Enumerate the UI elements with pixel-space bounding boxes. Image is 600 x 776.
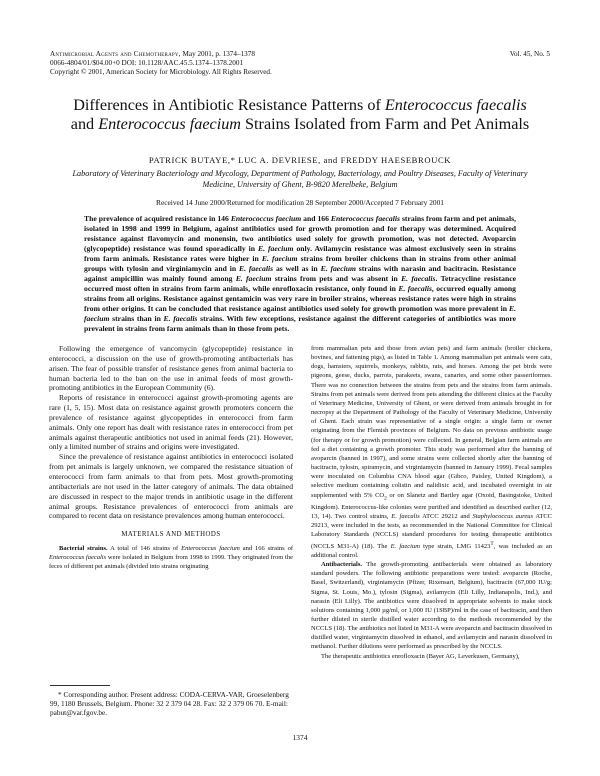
issn-doi: 0066-4804/01/$04.00+0 DOI: 10.1128/AAC.45.5.1374–1378.2001 (50, 59, 244, 68)
copyright: Copyright © 2001, American Society for Microbiology. All Rights Reserved. (50, 68, 272, 77)
subsection-label: Bacterial strains. (59, 545, 108, 553)
footnote-divider (50, 685, 110, 686)
intro-paragraph: Following the emergence of vancomycin (glycopeptide) resistance in enterococci, a discussion on the use of growth-promoting antibacterials has arisen. The fear of possible transfer of resistance genes from animal bacteria to human bacteria led to the ban on the use in animal feeds of most growth-promoting antibiotics in the European Community (6). (49, 344, 293, 393)
right-column (311, 344, 552, 661)
volume-issue: Vol. 45, No. 5 (509, 50, 550, 58)
methods-paragraph (49, 544, 293, 571)
running-header (50, 50, 272, 78)
intro-paragraph: Since the prevalence of resistance against antibiotics in enterococci isolated from pet animals is largely unknown, we compared the resistance situation of enterococci from farm animals to that from pets. Most growth-promoting antibacterials are not used in the latter category of animals. The data obtained are discussed in respect to the major trends in antibiotic usage in the different animal groups. Resistance prevalences of enterococci from animals are compared to recent data on resistance prevalences among human enterococci. (49, 452, 293, 521)
citation: May 2001, p. 1374–1378 (182, 50, 255, 58)
subsection-text: The growth-promoting antibacterials were obtained as laboratory standard powders. The following antibiotic preparations were tested: avoparcin (Roche, Basel, Switzerland), virginiamycin (Pfizer, Rixensart, Belgium), bacitracin (67,000 IU/g; Sigma, St. Louis, Mo.), tylosin (Sigma), avilamycin (Eli Lilly, Indianapolis, Ind.), and narasin (Eli Lilly). The antibiotics were dissolved in appropriate solvents to make stock solutions containing 1,000 µg/ml, or 1,000 IU (1SBP)/ml in the case of bacitracin, and then further diluted in sterile distilled water according to the methods recommended by the NCCLS (18). The antibiotics not listed in M31-A were avoparcin and bacitracin dissolved in distilled water, virginiamycin dissolved in ethanol, and avilamycin and narasin dissolved in methanol. Further dilutions were performed as prescribed by the NCCLS. (311, 561, 552, 651)
methods-paragraph (311, 560, 552, 652)
page-number: 1374 (292, 733, 308, 742)
footnote-text: * Corresponding author. Present address: CODA-CERVA-VAR, Groeselenberg 99, 1180 Brussels, Belgium. Phone: 32 2 379 04 28. Fax: 32 2 379 06 70. E-mail: pabut@var.fgov.be. (50, 690, 289, 718)
methods-paragraph: from mammalian pets and those from avian pets) and farm animals (broiler chickens, bovines, and fattening pigs), as listed in Table 1. Among mammalian pet animals were cats, dogs, hamsters, squirrels, monkeys, rabbits, rats, and horses. Among the pet birds were pigeons, geese, ducks, parrots, parakeets, swans, canaries, and some other passeriformes. There was no connection between the strains from pets and the strains from farm animals. Strains from pet animals were derived from pets attending the different clinics at the Faculty of Veterinary Medicine, University of Ghent, or were derived from animals brought in for necropsy at the Department of Pathology of the Faculty of Veterinary Medicine, University of Ghent. Each strain was representative of a single origin: a single farm or owner originating from the Flemish provinces of Belgium. No data on previous antibiotic usage (for therapy or for growth promotion) were collected. In general, Belgian farm animals are fed a diet containing a growth promoter. This study was performed after the banning of avoparcin (banned in 1997), and some strains were collected shortly after the banning of bacitracin, tylosin, spiramycin, and virginiamycin (banned in January 1999). Fecal samples were inoculated on Columbia CNA blood agar (Gibco, Paisley, United Kingdom), a selective medium containing colistin and nalidixic acid, and incubated overnight in air supplemented with 5% $CO_2$ or on Slanetz and Bartley agar (Oxoid, Basingstoke, United Kingdom). Enterococcus-like colonies were purified and identified as described earlier (12, 13, 14). Two control strains, E. faecalis ATCC 29212 and Staphylococcus aureus ATCC 29213, were included in the tests, as recommended in the National Committee for Clinical Laboratory Standards (NCCLS) standard procedures for testing therapeutic antibiotics (NCCLS M31-A) (18). The E. faecium type strain, LMG $11423^T$, was included as an additional control. (311, 345, 552, 559)
footnote (50, 690, 293, 718)
intro-paragraph: Reports of resistance in enterococci against growth-promoting agents are rare (1, 5, 15). Most data on resistance against growth promoters concern the prevalence of resistance against glycopeptides in enterococci from farm animals. Only one report has dealt with resistance rates in enterococci from pet animals against therapeutic antibiotics not used in animal feeds (21). However, only a limited number of strains and origins were investigated. (49, 393, 293, 452)
subsection-label: Antibacterials. (321, 561, 362, 569)
authors: PATRICK BUTAYE,* LUC A. DEVRIESE, and FREDDY HAESEBROUCK (148, 155, 452, 165)
subsection-text: A total of 146 strains of Enterococcus faecium and 166 strains of Enterococcus faecalis were isolated in Belgium from 1998 to 1999. They originated from the feces of different pet animals (divided into strains originating (49, 545, 293, 571)
section-heading: MATERIALS AND METHODS (121, 531, 221, 539)
left-column (49, 344, 293, 571)
abstract: The prevalence of acquired resistance in 146 Enterococcus faecium and 166 Enterococcus faecalis strains from farm and pet animals, isolated in 1998 and 1999 in Belgium, against antibiotics used for growth promotion and for therapy was determined. Acquired resistance against flavomycin and monensin, two antibiotics used solely for growth promotion, was not detected. Avoparcin (glycopeptide) resistance was found sporadically in E. faecium only. Avilamycin resistance was almost exclusively seen in strains from farm animals. Resistance rates were higher in E. faecium strains from broiler chickens than in strains from other animal groups with tylosin and virginiamycin and in E. faecalis as well as in E. faecium strains with narasin and bacitracin. Resistance against ampicillin was mainly found among E. faecium strains from pets and was absent in E. faecalis. Tetracycline resistance occurred most often in strains from farm animals, while enrofloxacin resistance, only found in E. faecalis, occurred equally among strains from all origins. Resistance against gentamicin was very rare in broiler strains, whereas resistance rates were high in strains from other origins. It can be concluded that resistance against antibiotics used solely for growth promotion was more prevalent in E. faecium strains than in E. faecalis strains. With few exceptions, resistance against the different categories of antibiotics was more prevalent in strains from farm animals than in those from pets. (84, 214, 516, 333)
received-dates: Received 14 June 2000/Returned for modification 28 September 2000/Accepted 7 February 2001 (156, 198, 444, 207)
article-title: Differences in Antibiotic Resistance Patterns of Enterococcus faecalis and Enterococcus faecium Strains Isolated from Farm and Pet Animals (70, 96, 530, 133)
journal-name: Antimicrobial Agents and Chemotherapy, (50, 50, 181, 58)
methods-paragraph: The therapeutic antibiotics enrofloxacin (Bayer AG, Leverkusen, Germany), (321, 652, 520, 660)
affiliation: Laboratory of Veterinary Bacteriology and Mycology, Department of Pathology, Bacteriology, and Poultry Diseases, Faculty of Veterinary Medicine, University of Ghent, B-9820 Merelbeke, Belgium (72, 169, 528, 189)
